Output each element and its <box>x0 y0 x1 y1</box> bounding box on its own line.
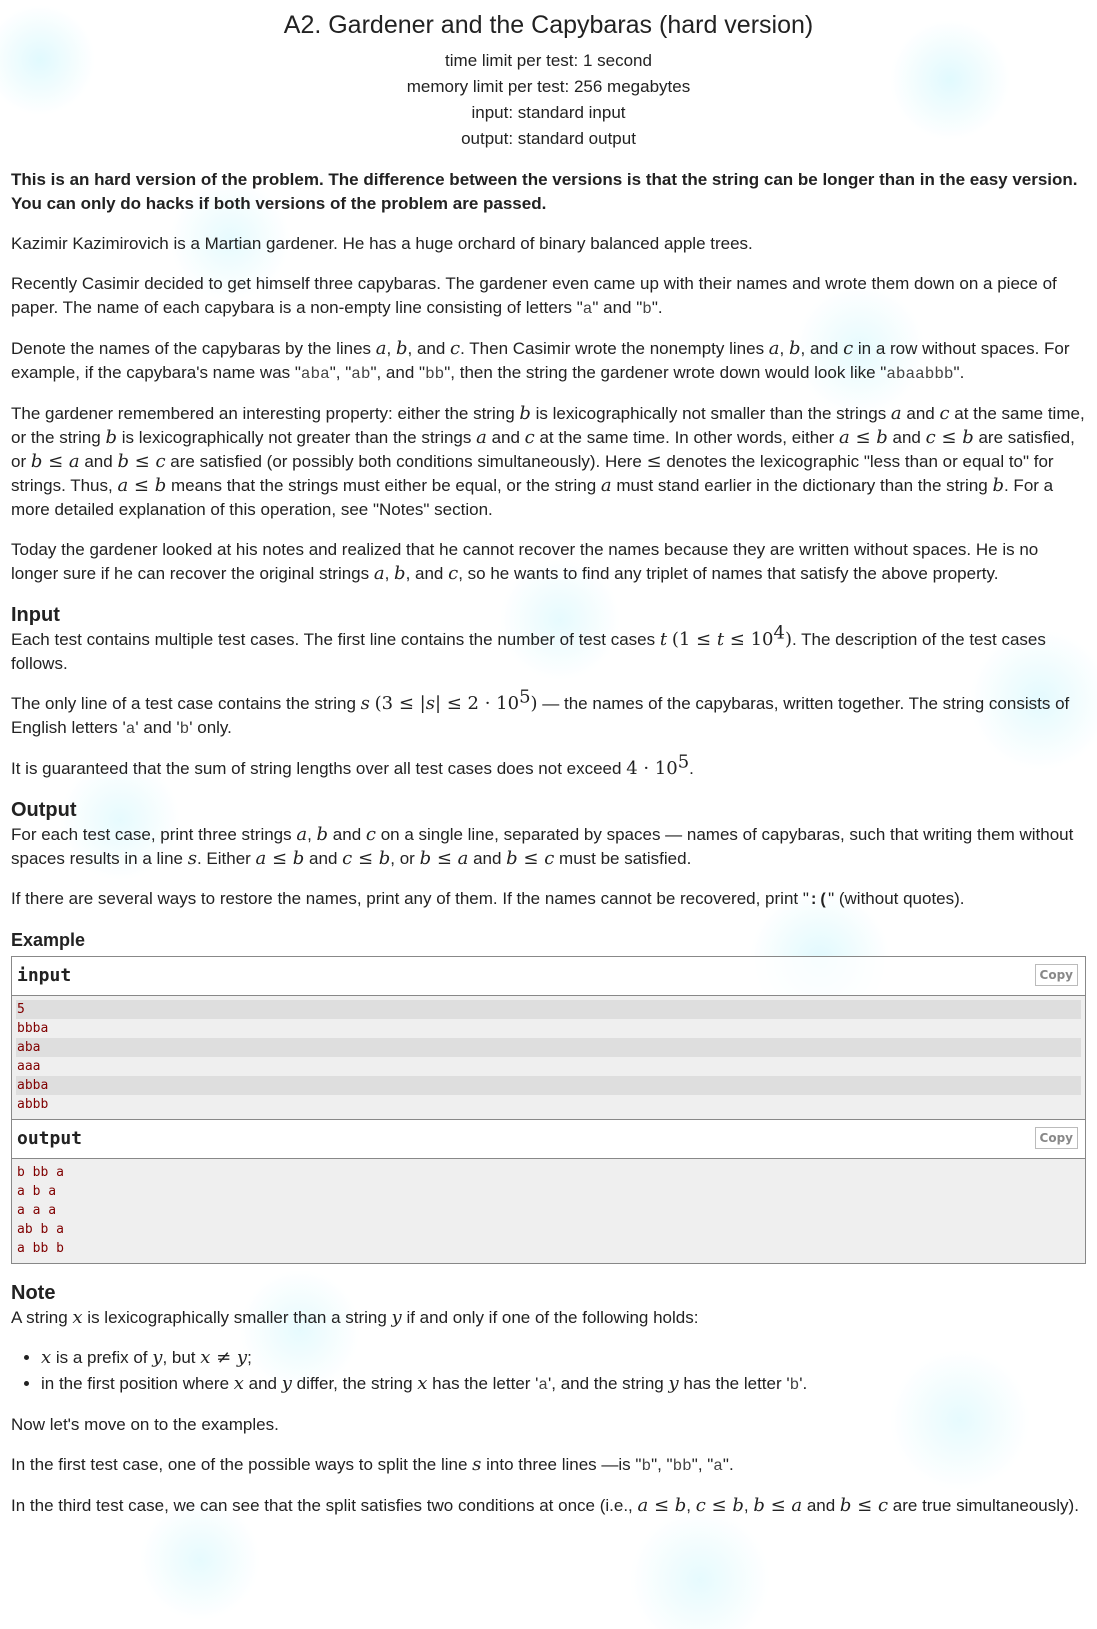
input-paragraph-1 <box>11 622 1086 676</box>
text: and <box>901 404 940 423</box>
statement-paragraph-4 <box>11 402 1086 522</box>
math-c-le-b: c ≤ b <box>925 427 974 448</box>
math-exponent: 4 <box>773 622 785 644</box>
output-paragraph-1 <box>11 823 1086 871</box>
text: In the first test case, one of the possible ways to split the line <box>11 1455 473 1474</box>
text: ' and ' <box>135 718 180 737</box>
math: 4 · 10 <box>626 758 678 779</box>
text: . Either <box>196 849 256 868</box>
text: . Then Casimir wrote the nonempty lines <box>460 339 769 358</box>
math-x: x <box>417 1373 428 1394</box>
code: b <box>179 720 190 738</box>
math: ) <box>784 629 792 650</box>
text: ' only. <box>189 718 232 737</box>
text: " (without quotes). <box>828 889 965 908</box>
math-x: x <box>41 1347 52 1368</box>
math-a-le-b: a ≤ b <box>255 848 305 869</box>
note-condition-prefix <box>41 1346 1086 1370</box>
text: is lexicographically not greater than the strings <box>117 428 477 447</box>
text: — the names of the capybaras, written together. The string consists of English letters ' <box>11 694 1070 737</box>
math-a: a <box>375 338 387 359</box>
math-exponent: 5 <box>519 686 531 708</box>
sample-input-body[interactable] <box>12 996 1085 1119</box>
math-b-le-a: b ≤ a <box>30 451 80 472</box>
text: , <box>779 339 789 358</box>
memory-limit: memory limit per test: 256 megabytes <box>406 77 691 96</box>
text: ". <box>722 1455 734 1474</box>
text: A string <box>11 1308 73 1327</box>
math-a-le-b: a ≤ b <box>637 1495 687 1516</box>
text: and <box>304 849 343 868</box>
math-c: c <box>939 403 950 424</box>
math: | ≤ 2 · 10 <box>434 693 520 714</box>
math-a: a <box>600 475 612 496</box>
text: If there are several ways to restore the names, print any of them. If the names cannot be recovered, print " <box>11 889 809 908</box>
text: and <box>79 452 118 471</box>
output-line: ab b a <box>17 1222 64 1237</box>
math-y: y <box>152 1347 163 1368</box>
text: is lexicographically not smaller than the strings <box>530 404 891 423</box>
code: bb <box>672 1457 692 1475</box>
math-t: t <box>716 629 725 650</box>
input-paragraph-3 <box>11 751 1086 781</box>
math-b-le-a: b ≤ a <box>419 848 469 869</box>
text: The only line of a test case contains the string <box>11 694 361 713</box>
text: , and <box>407 339 451 358</box>
math-a: a <box>296 824 308 845</box>
input-file: input: standard input <box>471 103 626 122</box>
text: For each test case, print three strings <box>11 825 297 844</box>
math-le: ≤ <box>646 451 662 472</box>
output-section-title: Output <box>11 799 77 821</box>
math: (1 ≤ <box>671 629 717 650</box>
text: The gardener remembered an interesting property: either the string <box>11 404 520 423</box>
text: '. <box>799 1374 808 1393</box>
time-limit: time limit per test: 1 second <box>445 51 652 70</box>
note-section-title: Note <box>11 1282 56 1304</box>
code-sad-face: :( <box>808 891 829 909</box>
input-section-title: Input <box>11 604 60 626</box>
math-a: a <box>476 427 487 448</box>
text: are satisfied, or <box>11 428 1075 471</box>
code: a <box>713 1457 723 1475</box>
math-y: y <box>281 1373 292 1394</box>
math-c-le-b: c ≤ b <box>342 848 391 869</box>
output-line: a bb b <box>17 1241 64 1256</box>
math-c: c <box>524 427 535 448</box>
math-s: s <box>425 693 435 714</box>
math-a: a <box>890 403 902 424</box>
example-title: Example <box>11 930 86 950</box>
code-b: b <box>642 300 652 318</box>
output-file: output: standard output <box>461 129 636 148</box>
input-line: abbb <box>17 1097 49 1112</box>
note-conditions-list <box>11 1346 1086 1397</box>
text: means that the strings must either be equal, or the string <box>166 476 601 495</box>
text: Each test contains multiple test cases. The first line contains the number of test cases <box>11 630 660 649</box>
text: ", then the string the gardener wrote down would look like " <box>444 363 887 382</box>
code: a <box>538 1376 549 1394</box>
math-b-le-c: b ≤ c <box>839 1495 889 1516</box>
math-s: s <box>187 848 197 869</box>
input-line: aba <box>16 1038 1081 1057</box>
sample-output-body[interactable] <box>12 1159 1085 1263</box>
output-line: b bb a <box>17 1165 64 1180</box>
text: differ, the string <box>291 1374 418 1393</box>
text: and <box>243 1374 282 1393</box>
text: . <box>689 759 694 778</box>
text: are satisfied (or possibly both conditions simultaneously). Here <box>165 452 647 471</box>
note-paragraph-2: Now let's move on to the examples. <box>11 1415 279 1434</box>
math-s: s <box>472 1454 482 1475</box>
text: , and <box>800 339 844 358</box>
math-b-le-c: b ≤ c <box>117 451 166 472</box>
output-paragraph-2 <box>11 887 1086 912</box>
code: bb <box>425 365 445 383</box>
sample-output-header <box>12 1119 1085 1159</box>
text: must stand earlier in the dictionary than the string <box>611 476 993 495</box>
statement-paragraph-2 <box>11 272 1086 321</box>
copy-output-button[interactable]: Copy <box>1035 1127 1078 1149</box>
text: ", and " <box>370 363 426 382</box>
text: ", " <box>329 363 352 382</box>
text: at the same time. In other words, either <box>534 428 839 447</box>
math-exponent: 5 <box>677 751 690 773</box>
math: ≤ 10 <box>724 629 774 650</box>
text: and <box>468 849 507 868</box>
code: abaabbb <box>886 365 954 383</box>
math-x-neq-y: x ≠ y <box>200 1347 248 1368</box>
math: ) <box>530 693 538 714</box>
text: Recently Casimir decided to get himself three capybaras. The gardener even came up with their names and wrote them down on a piece of paper. The name of each capybara is a non-empty line consisting of letters " <box>11 274 1057 317</box>
input-paragraph-2 <box>11 686 1086 741</box>
text: has the letter ' <box>427 1374 539 1393</box>
math-y: y <box>391 1307 402 1328</box>
code: a <box>125 720 136 738</box>
math-a-le-b: a ≤ b <box>839 427 888 448</box>
text: is lexicographically smaller than a string <box>82 1308 392 1327</box>
input-line: bbba <box>17 1021 49 1036</box>
code: ab <box>351 365 371 383</box>
math-x: x <box>72 1307 83 1328</box>
copy-input-button[interactable]: Copy <box>1035 964 1078 986</box>
text: in a row without spaces. For example, if the capybara's name was " <box>11 339 1070 382</box>
math-a-le-b: a ≤ b <box>117 475 167 496</box>
math-b-le-c: b ≤ c <box>506 848 555 869</box>
code: aba <box>300 365 330 383</box>
math: (3 ≤ | <box>374 693 426 714</box>
sample-output-label: output <box>17 1128 83 1149</box>
text: is a prefix of <box>51 1348 153 1367</box>
text: into three lines —is " <box>481 1455 642 1474</box>
text: , and <box>405 564 449 583</box>
text: , <box>386 339 396 358</box>
text: must be satisfied. <box>554 849 692 868</box>
sample-input-label: input <box>17 965 72 986</box>
text: , <box>743 1496 754 1515</box>
text: has the letter ' <box>678 1374 790 1393</box>
math-b: b <box>105 427 118 448</box>
math-b: b <box>992 475 1004 496</box>
math-b: b <box>788 338 801 359</box>
text: Today the gardener looked at his notes and realized that he cannot recover the names because they are written without spaces. He is no longer sure if he can recover the original strings <box>11 540 1039 583</box>
math-s: s <box>360 693 370 714</box>
text: ". <box>953 363 965 382</box>
text: at the same time, or the string <box>11 404 1085 447</box>
code: b <box>641 1457 652 1475</box>
math-x: x <box>233 1373 244 1394</box>
math-b: b <box>519 403 531 424</box>
input-line: 5 <box>16 1000 1081 1019</box>
code-a: a <box>582 300 593 318</box>
math-b: b <box>394 563 406 584</box>
text: . The description of the test cases follows. <box>11 630 1046 673</box>
math-c: c <box>448 563 459 584</box>
problem-title: A2. Gardener and the Capybaras (hard version) <box>283 11 814 39</box>
text: and <box>486 428 525 447</box>
statement-paragraph-3 <box>11 337 1086 386</box>
text: on a single line, separated by spaces — names of capybaras, such that writing them without spaces results in a line <box>11 825 1074 868</box>
text: , <box>384 564 395 583</box>
statement-paragraph-5 <box>11 538 1086 586</box>
output-line: a a a <box>17 1203 57 1218</box>
input-line: aaa <box>17 1059 41 1074</box>
math-b: b <box>316 824 329 845</box>
note-intro <box>11 1306 1086 1330</box>
math-a: a <box>768 338 780 359</box>
text: , <box>686 1496 696 1515</box>
math-b: b <box>395 338 408 359</box>
text: , <box>307 825 317 844</box>
text: and <box>802 1496 840 1515</box>
text: , or <box>390 849 420 868</box>
text: . For a more detailed explanation of this operation, see "Notes" section. <box>11 476 1054 519</box>
text: if and only if one of the following holds: <box>401 1308 699 1327</box>
text: , but <box>162 1348 201 1367</box>
sample-input-header <box>12 957 1085 996</box>
text: " and " <box>592 298 643 317</box>
text: are true simultaneously). <box>888 1496 1079 1515</box>
math-c: c <box>843 338 854 359</box>
output-line: a b a <box>17 1184 57 1199</box>
math-a: a <box>373 563 385 584</box>
text: It is guaranteed that the sum of string lengths over all test cases does not exceed <box>11 759 627 778</box>
statement-paragraph-1: Kazimir Kazimirovich is a Martian gardener. He has a huge orchard of binary balanced apple trees. <box>11 234 753 253</box>
math-t: t <box>659 629 668 650</box>
problem-header <box>11 8 1086 152</box>
note-condition-first-diff <box>41 1372 1086 1397</box>
note-paragraph-4 <box>11 1494 1086 1518</box>
math-b-le-a: b ≤ a <box>753 1495 803 1516</box>
text: In the third test case, we can see that the split satisfies two conditions at once (i.e., <box>11 1496 638 1515</box>
math-c-le-b: c ≤ b <box>695 1495 744 1516</box>
text: , so he wants to find any triplet of names that satisfy the above property. <box>458 564 999 583</box>
text: ', and the string <box>548 1374 669 1393</box>
text: and <box>328 825 366 844</box>
text: in the first position where <box>41 1374 234 1393</box>
text: ; <box>247 1348 252 1367</box>
note-paragraph-3 <box>11 1453 1086 1478</box>
example-box <box>11 956 1086 1264</box>
text: ", " <box>651 1455 673 1474</box>
math-y: y <box>668 1373 679 1394</box>
hard-version-notice: This is an hard version of the problem. The difference between the versions is that the string can be longer than in the easy version. You can only do hacks if both versions of the problem are passed. <box>11 170 1078 213</box>
text: denotes the lexicographic "less than or equal to" for strings. Thus, <box>11 452 1054 495</box>
input-line: abba <box>16 1076 1081 1095</box>
text: ". <box>651 298 663 317</box>
text: ", " <box>691 1455 714 1474</box>
math-c: c <box>365 824 376 845</box>
math-c: c <box>450 338 461 359</box>
text: Denote the names of the capybaras by the lines <box>11 339 376 358</box>
code: b <box>789 1376 800 1394</box>
text: and <box>887 428 926 447</box>
